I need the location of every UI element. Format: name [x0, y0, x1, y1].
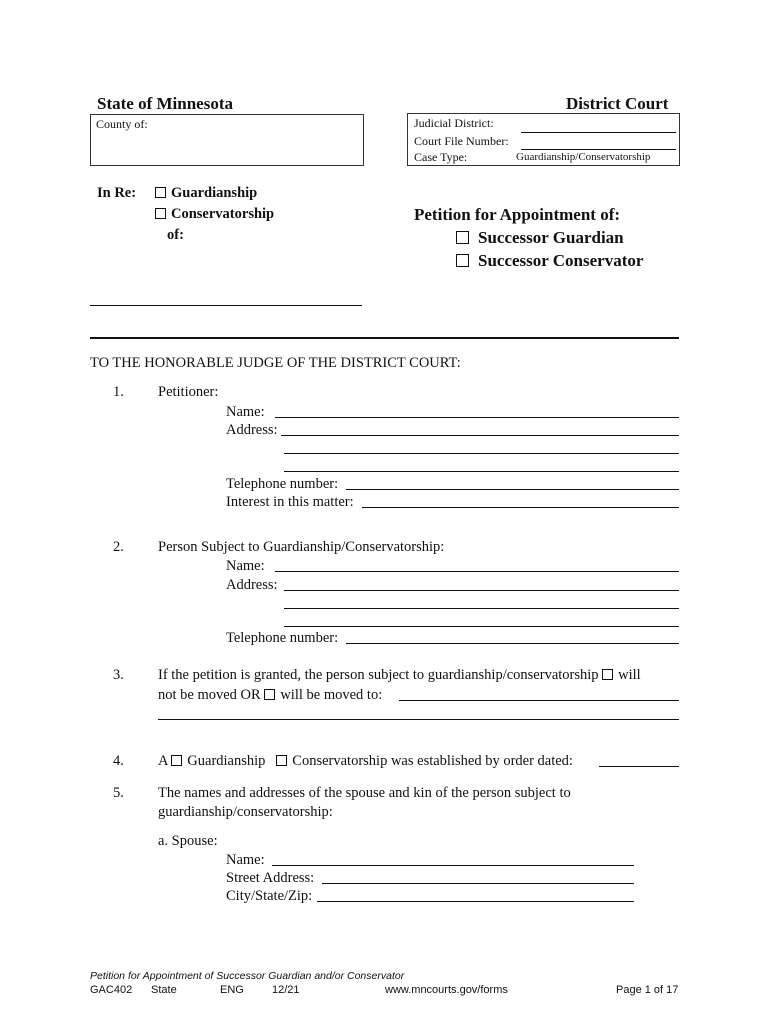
county-label: County of:: [96, 117, 148, 131]
subject-phone-label: Telephone number:: [226, 630, 339, 646]
item-number: 4.: [113, 753, 124, 769]
checkbox-icon[interactable]: [456, 254, 469, 267]
spouse-city-field[interactable]: [317, 901, 634, 902]
subject-name-label: Name:: [226, 558, 265, 574]
conservatorship-checkbox[interactable]: [276, 755, 287, 766]
item5-line2: guardianship/conservatorship:: [158, 804, 333, 820]
item-number: 5.: [113, 785, 124, 801]
judicial-district-label: Judicial District:: [414, 116, 494, 130]
successor-guardian-option[interactable]: Successor Guardian: [456, 228, 624, 248]
footer-page-number: Page 1 of 17: [616, 984, 679, 996]
spouse-name-field[interactable]: [272, 865, 634, 866]
in-re-of-label: of:: [167, 227, 184, 243]
case-type-label: Case Type:: [414, 150, 468, 164]
will-be-moved-checkbox[interactable]: [264, 689, 275, 700]
subject-address-field-2[interactable]: [284, 608, 679, 609]
salutation: TO THE HONORABLE JUDGE OF THE DISTRICT COURT:: [90, 355, 461, 371]
petitioner-name-label: Name:: [226, 404, 265, 420]
petitioner-address-field-2[interactable]: [284, 453, 679, 454]
checkbox-icon[interactable]: [155, 187, 166, 198]
footer-title: Petition for Appointment of Successor Guardian and/or Conservator: [90, 970, 405, 982]
order-date-field[interactable]: [599, 766, 679, 767]
footer-url[interactable]: www.mncourts.gov/forms: [385, 984, 508, 996]
subject-heading: Person Subject to Guardianship/Conservatorship:: [158, 539, 445, 555]
petitioner-interest-field[interactable]: [362, 507, 679, 508]
in-re-label: In Re:: [97, 185, 137, 201]
spouse-city-label: City/State/Zip:: [226, 888, 313, 904]
petitioner-name-field[interactable]: [275, 417, 679, 418]
respondent-name-field[interactable]: [90, 305, 362, 306]
court-file-field[interactable]: [521, 149, 676, 150]
petitioner-address-field-3[interactable]: [284, 471, 679, 472]
case-type-value: Guardianship/Conservatorship: [516, 151, 651, 163]
subject-name-field[interactable]: [275, 571, 679, 572]
successor-conservator-option[interactable]: Successor Conservator: [456, 251, 643, 271]
state-title: State of Minnesota: [97, 94, 233, 113]
petitioner-address-field-1[interactable]: [281, 435, 679, 436]
court-title: District Court: [566, 94, 669, 113]
petitioner-address-label: Address:: [226, 422, 278, 438]
item-number: 3.: [113, 667, 124, 683]
in-re-conservatorship-option[interactable]: Conservatorship: [155, 206, 274, 223]
footer-state: State: [151, 984, 177, 996]
court-file-label: Court File Number:: [414, 134, 509, 148]
footer-form-code: GAC402: [90, 984, 133, 996]
item-number: 1.: [113, 384, 124, 400]
will-not-be-moved-checkbox[interactable]: [602, 669, 613, 680]
moved-to-field[interactable]: [399, 700, 679, 701]
checkbox-icon[interactable]: [456, 231, 469, 244]
petition-title: Petition for Appointment of:: [414, 205, 621, 224]
petitioner-phone-field[interactable]: [346, 489, 679, 490]
item3-line1: If the petition is granted, the person subject to guardianship/conservatorship will: [158, 667, 641, 683]
footer-date: 12/21: [272, 984, 300, 996]
county-box[interactable]: [90, 114, 364, 166]
subject-address-label: Address:: [226, 577, 278, 593]
petitioner-heading: Petitioner:: [158, 384, 219, 400]
item5-line1: The names and addresses of the spouse and kin of the person subject to: [158, 785, 571, 801]
spouse-heading: a. Spouse:: [158, 833, 218, 849]
guardianship-checkbox[interactable]: [171, 755, 182, 766]
in-re-guardianship-option[interactable]: Guardianship: [155, 185, 257, 202]
spouse-street-field[interactable]: [322, 883, 634, 884]
footer-language: ENG: [220, 984, 244, 996]
case-info-box: [407, 113, 680, 166]
petitioner-phone-label: Telephone number:: [226, 476, 339, 492]
subject-address-field-1[interactable]: [284, 590, 679, 591]
subject-address-field-3[interactable]: [284, 626, 679, 627]
spouse-name-label: Name:: [226, 852, 265, 868]
item4-text: A Guardianship Conservatorship was established by order dated:: [158, 753, 573, 769]
item3-line2: not be moved OR will be moved to:: [158, 687, 383, 703]
petitioner-interest-label: Interest in this matter:: [226, 494, 354, 510]
judicial-district-field[interactable]: [521, 132, 676, 133]
checkbox-icon[interactable]: [155, 208, 166, 219]
moved-to-field-2[interactable]: [158, 719, 679, 720]
spouse-street-label: Street Address:: [226, 870, 315, 886]
item-number: 2.: [113, 539, 124, 555]
subject-phone-field[interactable]: [346, 643, 679, 644]
section-divider: [90, 337, 679, 339]
